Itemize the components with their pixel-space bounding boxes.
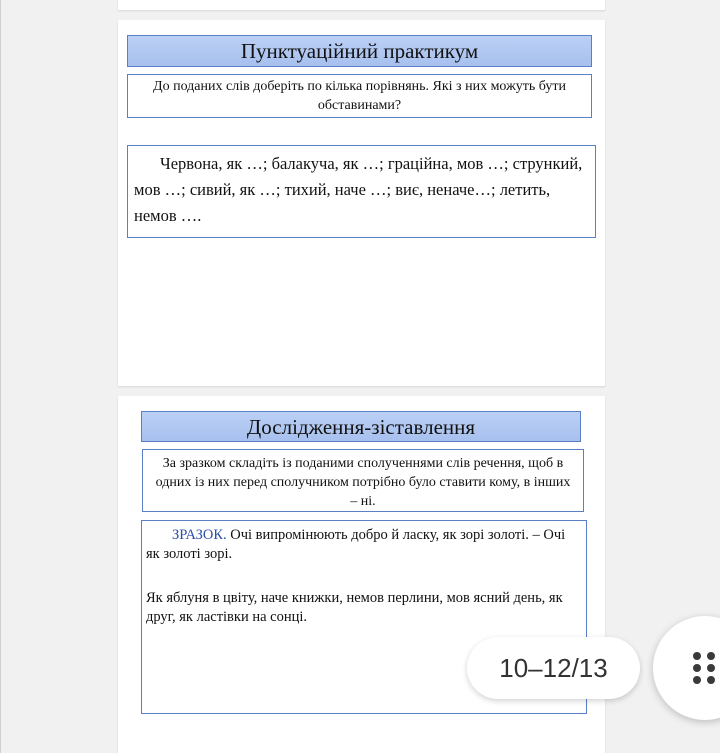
grid-dots-icon xyxy=(693,652,717,684)
slide-1-title: Пунктуаційний практикум xyxy=(127,35,592,67)
menu-button[interactable] xyxy=(653,616,720,720)
slide-1-task: До поданих слів доберіть по кілька порівнянь. Які з них можуть бути обставинами? xyxy=(127,74,592,118)
slide-2-task: За зразком складіть із поданими сполученнями слів речення, щоб в одних із них перед сполучником потрібно було ставити кому, в інших – ні. xyxy=(142,449,584,512)
previous-page-edge xyxy=(118,0,605,10)
page-indicator[interactable]: 10–12/13 xyxy=(467,637,640,699)
slide-1-content: Червона, як …; балакуча, як …; граційна, мов …; стрункий, мов …; сивий, як …; тихий, наче …; виє, неначе…; летить, немов …. xyxy=(127,145,596,238)
sample-sentence xyxy=(146,526,582,564)
phrase-list: Як яблуня в цвіту, наче книжки, немов перлини, мов ясний день, як друг, як ластівки на сонці. xyxy=(146,590,563,625)
viewer-left-border xyxy=(0,0,1,753)
sample-label: ЗРАЗОК. xyxy=(172,527,227,543)
slide-2-title: Дослідження-зіставлення xyxy=(141,411,581,442)
sample-text: Очі випромінюють добро й ласку, як зорі золоті. – Очі як золоті зорі. xyxy=(146,527,566,562)
